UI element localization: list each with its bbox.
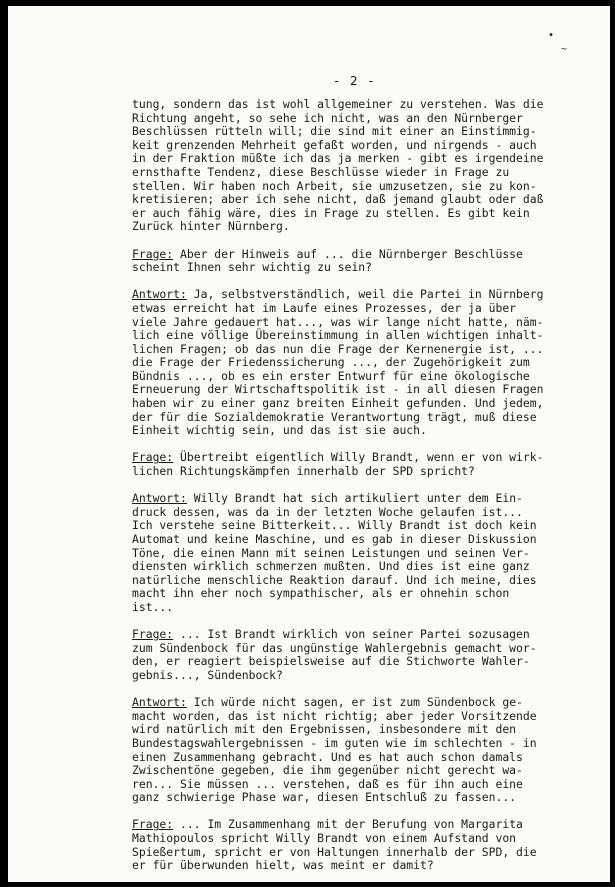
line-text: er auch fähig wäre, dies in Frage zu stellen. Es gibt kein bbox=[132, 205, 530, 220]
line-text: druck dessen, was da in der letzten Woche gelaufen ist... bbox=[132, 504, 523, 519]
line-text: Zurück hinter Nürnberg. bbox=[132, 219, 290, 234]
line-text: Erneuerung der Wirtschaftspolitik ist - in all diesen Fragen bbox=[132, 382, 544, 397]
line-text: den, er reagiert beispielsweise auf die Stichworte Wahler- bbox=[132, 654, 530, 669]
line-text: diensten wirklich schmerzen mußten. Und dies ist eine ganz bbox=[132, 559, 530, 574]
text-line bbox=[132, 343, 572, 357]
line-text: in der Fraktion müßte ich das ja merken - gibt es irgendeine bbox=[132, 151, 544, 166]
line-text: zum Sündenbock für das ungünstige Wahlergebnis gemacht wor- bbox=[132, 640, 537, 655]
line-text: Ich würde nicht sagen, er ist zum Sündenbock ge- bbox=[186, 695, 523, 710]
line-text: Einheit wichtig sein, und das ist sie auch. bbox=[132, 423, 427, 438]
speaker-label: Frage: bbox=[132, 450, 174, 465]
line-text: macht ihn eher noch sympathischer, als er ohnehin schon bbox=[132, 586, 510, 601]
line-text: Übertreibt eigentlich Willy Brandt, wenn er von wirk- bbox=[173, 450, 544, 465]
line-text: einen Zusammenhang gebracht. Und es hat auch schon damals bbox=[132, 749, 523, 764]
line-text: der für die Sozialdemokratie Verantwortung trägt, muß diese bbox=[132, 409, 537, 424]
text-line bbox=[132, 125, 572, 139]
line-text: Töne, die einen Mann mit seinen Leistungen und seinen Ver- bbox=[132, 545, 530, 560]
text-line bbox=[132, 288, 572, 302]
speaker-label: Antwort: bbox=[132, 491, 187, 506]
line-text: etwas erreicht hat im Laufe eines Prozesses, der ja über bbox=[132, 300, 517, 315]
text-paragraph bbox=[132, 98, 572, 234]
line-text: gebnis..., Sündenbock? bbox=[132, 667, 283, 682]
line-text: Automat und keine Maschine, und es gab in dieser Diskussion bbox=[132, 532, 537, 546]
text-line bbox=[132, 519, 572, 533]
text-line bbox=[132, 547, 572, 561]
text-line bbox=[132, 98, 572, 112]
text-line bbox=[132, 356, 572, 370]
text-line bbox=[132, 818, 572, 832]
text-line bbox=[132, 465, 572, 479]
corner-mark: ~ bbox=[561, 44, 568, 55]
line-text: haben wir zu einer ganz breiten Einheit gefunden. Und jedem, bbox=[132, 396, 544, 411]
speaker-label: Frage: bbox=[132, 817, 174, 832]
text-line bbox=[132, 451, 572, 465]
corner-mark: • bbox=[548, 30, 555, 41]
page-number: - 2 - bbox=[333, 73, 376, 88]
line-text: ... Ist Brandt wirklich von seiner Partei sozusagen bbox=[173, 627, 530, 642]
text-line bbox=[132, 846, 572, 860]
line-text: Mathiopoulos spricht Willy Brandt von einem Aufstand von bbox=[132, 831, 517, 846]
line-text: stellen. Wir haben noch Arbeit, sie umzusetzen, sie zu kon- bbox=[132, 178, 537, 193]
text-line bbox=[132, 628, 572, 642]
text-line bbox=[132, 601, 572, 615]
line-text: Zwischentöne gegeben, die ihm gegenüber nicht gerecht wa- bbox=[132, 763, 523, 778]
text-line bbox=[132, 424, 572, 438]
line-text: ganz schwierige Phase war, diesen Entschluß zu fassen... bbox=[132, 790, 517, 805]
text-line bbox=[132, 302, 572, 316]
line-text: keit grenzenden Mehrheit gefaßt worden, und nirgends - auch bbox=[132, 137, 537, 152]
question-paragraph bbox=[132, 628, 572, 682]
text-line bbox=[132, 220, 572, 234]
document-body bbox=[132, 98, 572, 882]
text-line bbox=[132, 383, 572, 397]
question-paragraph bbox=[132, 451, 572, 478]
line-text: macht worden, das ist nicht richtig; aber jeder Vorsitzende bbox=[132, 708, 537, 723]
line-text: Ja, selbstverständlich, weil die Partei in Nürnberg bbox=[186, 287, 544, 302]
line-text: viele Jahre gedauert hat..., was wir lange nicht hatte, näm- bbox=[132, 314, 544, 329]
text-line bbox=[132, 751, 572, 765]
speaker-label: Frage: bbox=[132, 627, 174, 642]
line-text: ... Im Zusammenhang mit der Berufung von Margarita bbox=[173, 817, 523, 832]
text-line bbox=[132, 261, 572, 275]
line-text: ren... Sie müssen ... verstehen, daß es für ihn auch eine bbox=[132, 776, 523, 791]
text-line bbox=[132, 669, 572, 683]
text-line bbox=[132, 696, 572, 710]
text-line bbox=[132, 655, 572, 669]
text-line bbox=[132, 193, 572, 207]
line-text: natürliche menschliche Reaktion darauf. Und ich meine, dies bbox=[132, 572, 537, 587]
answer-paragraph bbox=[132, 288, 572, 438]
text-line bbox=[132, 152, 572, 166]
text-line bbox=[132, 248, 572, 262]
text-line bbox=[132, 139, 572, 153]
question-paragraph bbox=[132, 248, 572, 275]
text-line bbox=[132, 587, 572, 601]
line-text: Richtung angeht, so sehe ich nicht, was an den Nürnberger bbox=[132, 110, 523, 125]
speaker-label: Antwort: bbox=[132, 287, 187, 302]
line-text: wird natürlich mit den Ergebnissen, insbesondere mit den bbox=[132, 722, 517, 737]
text-line bbox=[132, 723, 572, 737]
text-line bbox=[132, 642, 572, 656]
text-line bbox=[132, 411, 572, 425]
text-line bbox=[132, 397, 572, 411]
text-line bbox=[132, 710, 572, 724]
text-line bbox=[132, 492, 572, 506]
answer-paragraph bbox=[132, 492, 572, 614]
line-text: lichen Fragen; ob das nun die Frage der Kernenergie ist, ... bbox=[132, 341, 544, 356]
line-text: die Frage der Friedenssicherung ..., der Zugehörigkeit zum bbox=[132, 355, 530, 370]
text-line bbox=[132, 180, 572, 194]
answer-paragraph bbox=[132, 696, 572, 805]
line-text: lich eine völlige Übereinstimmung in allen wichtigen inhalt- bbox=[132, 328, 544, 343]
text-line bbox=[132, 112, 572, 126]
text-line bbox=[132, 533, 572, 547]
line-text: Bundestagswahlergebnissen - im guten wie im schlechten - in bbox=[132, 735, 537, 750]
text-line bbox=[132, 370, 572, 384]
line-text: ernsthafte Tendenz, diese Beschlüsse wieder in Frage zu bbox=[132, 164, 510, 179]
question-paragraph bbox=[132, 818, 572, 872]
line-text: Aber der Hinweis auf ... die Nürnberger Beschlüsse bbox=[173, 246, 523, 261]
line-text: er für überwunden hielt, was meint er damit? bbox=[132, 858, 434, 873]
text-line bbox=[132, 329, 572, 343]
document-page bbox=[8, 6, 610, 882]
text-line bbox=[132, 574, 572, 588]
text-line bbox=[132, 778, 572, 792]
text-line bbox=[132, 859, 572, 873]
line-text: Ich verstehe seine Bitterkeit... Willy Brandt ist doch kein bbox=[132, 518, 537, 533]
line-text: lichen Richtungskämpfen innerhalb der SPD spricht? bbox=[132, 464, 475, 479]
line-text: Spießertum, spricht er von Haltungen innerhalb der SPD, die bbox=[132, 844, 537, 859]
text-line bbox=[132, 791, 572, 805]
line-text: ist... bbox=[132, 599, 174, 614]
speaker-label: Antwort: bbox=[132, 695, 187, 710]
text-line bbox=[132, 207, 572, 221]
line-text: tung, sondern das ist wohl allgemeiner zu verstehen. Was die bbox=[132, 97, 544, 111]
line-text: kretisieren; aber ich sehe nicht, daß jemand glaubt oder daß bbox=[132, 192, 544, 207]
line-text: Willy Brandt hat sich artikuliert unter dem Ein- bbox=[186, 491, 523, 506]
text-line bbox=[132, 166, 572, 180]
text-line bbox=[132, 737, 572, 751]
speaker-label: Frage: bbox=[132, 246, 174, 261]
line-text: scheint Ihnen sehr wichtig zu sein? bbox=[132, 260, 373, 275]
text-line bbox=[132, 764, 572, 778]
text-line bbox=[132, 506, 572, 520]
text-line bbox=[132, 560, 572, 574]
line-text: Beschlüssen rütteln will; die sind mit einer an Einstimmig- bbox=[132, 124, 537, 139]
text-line bbox=[132, 832, 572, 846]
line-text: Bündnis ..., ob es ein erster Entwurf für eine ökologische bbox=[132, 368, 530, 383]
